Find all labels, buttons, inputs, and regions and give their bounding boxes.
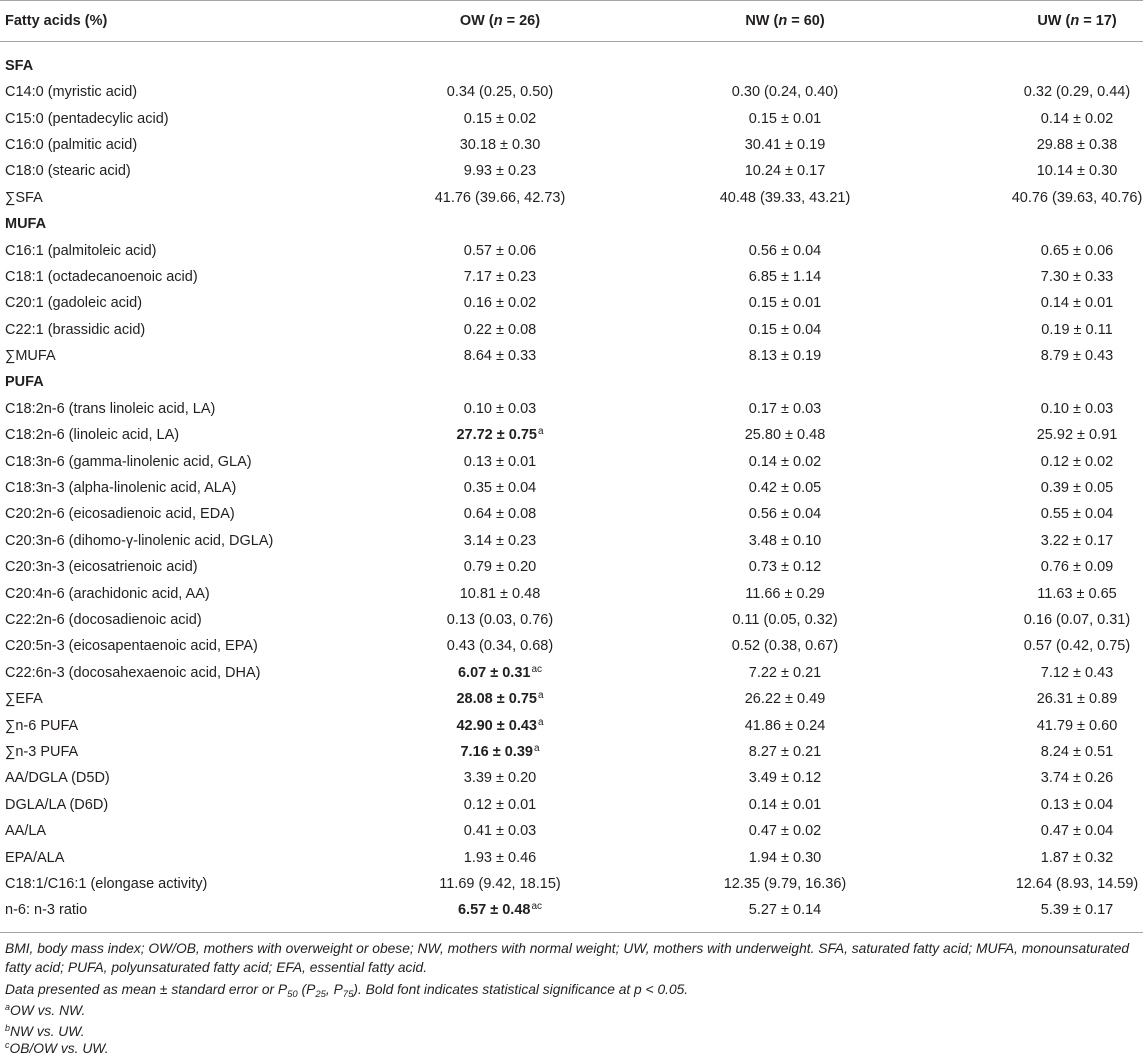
value-cell: [643, 533, 927, 549]
text-run: Data presented as mean ± standard error or P: [5, 981, 288, 997]
row-label: C20:3n-6 (dihomo-γ-linolenic acid, DGLA): [5, 532, 274, 549]
value-cell: [357, 638, 643, 654]
value-text: 0.22 ± 0.08: [463, 321, 537, 338]
significance-superscript: a: [537, 716, 544, 728]
value-text: 3.74 ± 0.26: [1040, 770, 1114, 787]
value-text: 3.22 ± 0.17: [1040, 532, 1114, 549]
value-text: 0.13 ± 0.04: [1040, 796, 1114, 813]
value-cell: [927, 454, 1143, 470]
value-text: 1.93 ± 0.46: [463, 849, 537, 866]
value-cell: [357, 348, 643, 364]
table-footnotes: [0, 939, 1143, 1057]
value-cell: [643, 876, 927, 892]
value-cell: [357, 823, 643, 839]
table-row: [0, 422, 1143, 448]
value-text: 42.90 ± 0.43: [456, 717, 537, 734]
value-cell: [357, 744, 643, 760]
table-header-row: [0, 0, 1143, 42]
subscript: 50: [287, 988, 298, 1000]
value-cell: [643, 190, 927, 206]
significance-superscript: a: [537, 690, 544, 702]
value-text: 0.14 ± 0.02: [748, 453, 822, 470]
italic-text: n: [778, 13, 788, 29]
value-text: 41.76 (39.66, 42.73): [434, 189, 566, 206]
value-text: 1.94 ± 0.30: [748, 849, 822, 866]
value-text: 0.15 ± 0.04: [748, 321, 822, 338]
column-header-group: [357, 13, 643, 29]
value-cell: [927, 480, 1143, 496]
table-row: [0, 871, 1143, 897]
text-run: OB/OW vs. UW.: [9, 1040, 109, 1056]
value-text: 0.10 ± 0.03: [1040, 400, 1114, 417]
value-cell: [643, 243, 927, 259]
value-cell: [927, 533, 1143, 549]
value-cell: [927, 586, 1143, 602]
value-cell: [357, 718, 643, 734]
value-text: 10.81 ± 0.48: [459, 585, 541, 602]
value-text: 0.76 ± 0.09: [1040, 559, 1114, 576]
table-row: [0, 317, 1143, 343]
value-text: 12.35 (9.79, 16.36): [723, 875, 847, 892]
text-run: = 60): [787, 13, 825, 29]
value-cell: [357, 665, 643, 681]
value-text: 0.56 ± 0.04: [748, 506, 822, 523]
value-cell: [643, 84, 927, 100]
row-label: n-6: n-3 ratio: [5, 902, 88, 919]
value-cell: [643, 902, 927, 918]
subscript: 75: [342, 988, 354, 1000]
value-text: 7.12 ± 0.43: [1040, 664, 1114, 681]
value-cell: [927, 506, 1143, 522]
value-cell: [927, 876, 1143, 892]
value-cell: [357, 559, 643, 575]
value-cell: [357, 480, 643, 496]
value-cell: [643, 718, 927, 734]
value-cell: [357, 137, 643, 153]
value-cell: [643, 797, 927, 813]
value-text: 41.86 ± 0.24: [744, 717, 826, 734]
text-run: OW vs. NW.: [10, 1002, 86, 1018]
table-row: [0, 264, 1143, 290]
value-text: 25.92 ± 0.91: [1036, 427, 1118, 444]
row-label: DGLA/LA (D6D): [5, 796, 109, 813]
value-cell: [927, 243, 1143, 259]
value-cell: [357, 902, 643, 918]
value-text: 11.66 ± 0.29: [745, 585, 825, 602]
value-text: 8.64 ± 0.33: [463, 348, 537, 365]
table-row: [0, 686, 1143, 712]
value-text: 3.48 ± 0.10: [748, 532, 822, 549]
value-cell: [357, 691, 643, 707]
row-label: C18:1/C16:1 (elongase activity): [5, 875, 208, 892]
value-cell: [357, 269, 643, 285]
value-text: 11.69 (9.42, 18.15): [439, 875, 561, 892]
value-text: 0.19 ± 0.11: [1041, 321, 1113, 338]
value-cell: [927, 322, 1143, 338]
row-label: C18:0 (stearic acid): [5, 163, 131, 180]
value-cell: [643, 427, 927, 443]
table-row: [0, 132, 1143, 158]
value-cell: [357, 850, 643, 866]
text-run: , P: [325, 981, 343, 997]
section-row: [0, 53, 1143, 79]
text-run: NW vs. UW.: [10, 1023, 85, 1039]
value-text: 7.16 ± 0.39: [460, 743, 533, 760]
value-text: 6.07 ± 0.31: [457, 664, 531, 681]
value-text: 3.39 ± 0.20: [463, 770, 537, 787]
value-cell: [927, 295, 1143, 311]
superscript: a: [5, 1001, 11, 1012]
text-run: BMI, body mass index; OW/OB, mothers with overweight or obese; NW, mothers with normal weight; UW, mothers with underweight. SFA, saturated fatty acid; MUFA, monounsaturated fatty acid; PUFA, polyunsaturated fatty acid; EFA, essential fatty acid.: [5, 940, 1130, 975]
text-run: NW (: [745, 13, 779, 29]
row-label: C18:3n-3 (alpha-linolenic acid, ALA): [5, 480, 237, 497]
value-cell: [927, 401, 1143, 417]
value-text: 0.14 ± 0.02: [1040, 110, 1114, 127]
value-text: 0.32 (0.29, 0.44): [1023, 84, 1131, 101]
value-cell: [643, 269, 927, 285]
value-cell: [643, 454, 927, 470]
table-row: [0, 580, 1143, 606]
value-cell: [927, 850, 1143, 866]
value-cell: [643, 586, 927, 602]
value-cell: [643, 137, 927, 153]
value-text: 29.88 ± 0.38: [1036, 136, 1118, 153]
value-cell: [927, 902, 1143, 918]
column-header-group: [643, 13, 927, 29]
value-text: 0.79 ± 0.20: [463, 559, 537, 576]
row-label: C20:1 (gadoleic acid): [5, 295, 143, 312]
value-text: 0.73 ± 0.12: [748, 559, 822, 576]
value-cell: [357, 163, 643, 179]
value-text: 5.27 ± 0.14: [748, 902, 822, 919]
text-run: = 17): [1079, 13, 1117, 29]
row-label: ∑MUFA: [5, 348, 56, 365]
value-cell: [927, 111, 1143, 127]
row-label: ∑SFA: [5, 189, 43, 206]
value-cell: [643, 850, 927, 866]
value-cell: [357, 586, 643, 602]
superscript: b: [5, 1022, 11, 1033]
table-row: [0, 475, 1143, 501]
row-label: C16:0 (palmitic acid): [5, 136, 138, 153]
value-cell: [357, 401, 643, 417]
value-text: 0.16 ± 0.02: [463, 295, 537, 312]
value-text: 7.30 ± 0.33: [1040, 268, 1114, 285]
value-text: 0.57 ± 0.06: [463, 242, 537, 259]
footnote: [5, 939, 1138, 977]
table-row: [0, 448, 1143, 474]
value-text: 0.13 (0.03, 0.76): [446, 611, 554, 628]
row-label: AA/DGLA (D5D): [5, 770, 110, 787]
table-row: [0, 765, 1143, 791]
value-text: 0.16 (0.07, 0.31): [1023, 611, 1131, 628]
value-cell: [643, 612, 927, 628]
value-text: 0.13 ± 0.01: [463, 453, 537, 470]
row-label: C18:3n-6 (gamma-linolenic acid, GLA): [5, 453, 252, 470]
value-cell: [643, 111, 927, 127]
footnote: [5, 1041, 1138, 1057]
value-text: 0.47 ± 0.04: [1040, 823, 1114, 840]
value-cell: [927, 137, 1143, 153]
row-label: ∑n-3 PUFA: [5, 743, 79, 760]
table-row: [0, 897, 1143, 923]
value-cell: [643, 665, 927, 681]
value-text: 5.39 ± 0.17: [1040, 902, 1114, 919]
row-label: C20:5n-3 (eicosapentaenoic acid, EPA): [5, 638, 258, 655]
value-text: 7.17 ± 0.23: [463, 268, 537, 285]
row-label: C22:6n-3 (docosahexaenoic acid, DHA): [5, 664, 261, 681]
table-row: [0, 237, 1143, 263]
value-cell: [643, 506, 927, 522]
value-text: 40.76 (39.63, 40.76): [1011, 189, 1143, 206]
value-text: 0.47 ± 0.02: [748, 823, 822, 840]
value-text: 0.12 ± 0.01: [463, 796, 537, 813]
value-text: 1.87 ± 0.32: [1040, 849, 1114, 866]
value-cell: [357, 506, 643, 522]
significance-superscript: ac: [531, 901, 543, 913]
value-text: 8.13 ± 0.19: [748, 348, 822, 365]
text-run: ). Bold font indicates statistical significance at p < 0.05.: [353, 981, 689, 997]
value-text: 25.80 ± 0.48: [744, 427, 826, 444]
table-body: [0, 42, 1143, 933]
value-text: 41.79 ± 0.60: [1036, 717, 1118, 734]
section-row: [0, 211, 1143, 237]
table-row: [0, 739, 1143, 765]
value-text: 3.14 ± 0.23: [463, 532, 537, 549]
section-label: SFA: [5, 57, 34, 74]
significance-superscript: a: [537, 426, 544, 438]
value-text: 3.49 ± 0.12: [748, 770, 822, 787]
value-cell: [643, 559, 927, 575]
value-cell: [927, 559, 1143, 575]
value-text: 26.22 ± 0.49: [744, 691, 826, 708]
value-cell: [643, 770, 927, 786]
table-row: [0, 343, 1143, 369]
value-text: 0.65 ± 0.06: [1040, 242, 1114, 259]
value-cell: [643, 163, 927, 179]
value-cell: [927, 269, 1143, 285]
table-row: [0, 528, 1143, 554]
value-text: 0.35 ± 0.04: [463, 480, 537, 497]
row-label: C22:2n-6 (docosadienoic acid): [5, 611, 202, 628]
value-text: 0.43 (0.34, 0.68): [446, 638, 554, 655]
value-cell: [643, 295, 927, 311]
table-row: [0, 844, 1143, 870]
value-cell: [927, 665, 1143, 681]
table-row: [0, 792, 1143, 818]
row-label: C15:0 (pentadecylic acid): [5, 110, 169, 127]
value-text: 9.93 ± 0.23: [463, 163, 537, 180]
value-cell: [357, 295, 643, 311]
value-cell: [357, 612, 643, 628]
row-label: C18:2n-6 (trans linoleic acid, LA): [5, 400, 216, 417]
value-cell: [927, 84, 1143, 100]
value-text: 0.39 ± 0.05: [1040, 480, 1114, 497]
value-cell: [927, 163, 1143, 179]
value-cell: [927, 348, 1143, 364]
value-cell: [927, 718, 1143, 734]
value-cell: [643, 322, 927, 338]
value-cell: [357, 876, 643, 892]
value-text: 0.57 (0.42, 0.75): [1023, 638, 1131, 655]
value-cell: [927, 638, 1143, 654]
value-cell: [927, 190, 1143, 206]
table-row: [0, 501, 1143, 527]
value-text: 0.34 (0.25, 0.50): [446, 84, 554, 101]
row-label: ∑n-6 PUFA: [5, 717, 79, 734]
row-label: ∑EFA: [5, 691, 43, 708]
row-label: C14:0 (myristic acid): [5, 84, 138, 101]
column-header-group: [927, 13, 1143, 29]
value-cell: [357, 533, 643, 549]
text-run: (P: [297, 981, 316, 997]
value-cell: [927, 691, 1143, 707]
value-cell: [643, 691, 927, 707]
table-row: [0, 396, 1143, 422]
value-cell: [927, 770, 1143, 786]
value-text: 0.15 ± 0.01: [748, 295, 822, 312]
table-row: [0, 185, 1143, 211]
value-cell: [927, 823, 1143, 839]
section-row: [0, 369, 1143, 395]
value-cell: [643, 348, 927, 364]
value-text: 26.31 ± 0.89: [1036, 691, 1118, 708]
row-label: C22:1 (brassidic acid): [5, 321, 146, 338]
value-cell: [643, 744, 927, 760]
value-cell: [927, 427, 1143, 443]
value-text: 40.48 (39.33, 43.21): [719, 189, 851, 206]
row-label: AA/LA: [5, 823, 47, 840]
value-cell: [643, 638, 927, 654]
italic-text: n: [493, 13, 503, 29]
value-text: 10.14 ± 0.30: [1036, 163, 1118, 180]
significance-superscript: a: [533, 742, 540, 754]
text-run: UW (: [1037, 13, 1071, 29]
table-row: [0, 79, 1143, 105]
value-text: 28.08 ± 0.75: [456, 691, 537, 708]
value-cell: [643, 823, 927, 839]
row-label: C18:1 (octadecanoenoic acid): [5, 268, 198, 285]
value-cell: [927, 797, 1143, 813]
value-text: 0.41 ± 0.03: [463, 823, 537, 840]
value-text: 8.79 ± 0.43: [1040, 348, 1114, 365]
table-row: [0, 607, 1143, 633]
row-label: C16:1 (palmitoleic acid): [5, 242, 157, 259]
table-row: [0, 660, 1143, 686]
value-text: 6.57 ± 0.48: [457, 902, 531, 919]
value-text: 0.14 ± 0.01: [1040, 295, 1114, 312]
value-text: 0.10 ± 0.03: [463, 400, 537, 417]
row-label: C20:3n-3 (eicosatrienoic acid): [5, 559, 198, 576]
value-text: 7.22 ± 0.21: [748, 664, 822, 681]
subscript: 25: [315, 988, 326, 1000]
value-cell: [357, 322, 643, 338]
value-cell: [927, 612, 1143, 628]
value-cell: [357, 84, 643, 100]
value-text: 0.17 ± 0.03: [748, 400, 822, 417]
value-cell: [643, 480, 927, 496]
footnote: [5, 980, 1138, 999]
significance-superscript: ac: [531, 663, 543, 675]
value-text: 30.18 ± 0.30: [459, 136, 541, 153]
row-label: C20:4n-6 (arachidonic acid, AA): [5, 585, 210, 602]
value-text: 11.63 ± 0.65: [1037, 585, 1117, 602]
value-cell: [357, 427, 643, 443]
row-label: EPA/ALA: [5, 849, 65, 866]
value-text: 0.15 ± 0.02: [463, 110, 537, 127]
italic-text: n: [1070, 13, 1080, 29]
value-text: 8.24 ± 0.51: [1040, 743, 1114, 760]
value-text: 0.15 ± 0.01: [748, 110, 822, 127]
table-row: [0, 818, 1143, 844]
value-text: 30.41 ± 0.19: [744, 136, 826, 153]
value-cell: [357, 111, 643, 127]
value-text: 0.55 ± 0.04: [1040, 506, 1114, 523]
value-text: 0.42 ± 0.05: [748, 480, 822, 497]
footnote: [5, 1001, 1138, 1020]
value-cell: [927, 744, 1143, 760]
value-text: 6.85 ± 1.14: [748, 268, 822, 285]
value-text: 0.12 ± 0.02: [1040, 453, 1114, 470]
section-label: PUFA: [5, 374, 44, 391]
value-text: 0.30 (0.24, 0.40): [731, 84, 839, 101]
value-text: 0.52 (0.38, 0.67): [731, 638, 839, 655]
superscript: c: [5, 1039, 10, 1050]
value-text: 0.64 ± 0.08: [463, 506, 537, 523]
table-row: [0, 290, 1143, 316]
value-text: 0.11 (0.05, 0.32): [732, 611, 838, 628]
table-row: [0, 554, 1143, 580]
text-run: = 26): [502, 13, 541, 29]
text-run: OW (: [459, 13, 494, 29]
column-header-label: Fatty acids (%): [5, 13, 108, 29]
footnote: [5, 1022, 1138, 1041]
section-label: MUFA: [5, 216, 47, 233]
table-row: [0, 633, 1143, 659]
value-text: 0.56 ± 0.04: [748, 242, 822, 259]
value-cell: [643, 401, 927, 417]
table-row: [0, 105, 1143, 131]
value-text: 0.14 ± 0.01: [748, 796, 822, 813]
value-text: 12.64 (8.93, 14.59): [1015, 875, 1139, 892]
value-text: 27.72 ± 0.75: [456, 427, 537, 444]
value-cell: [357, 454, 643, 470]
table-row: [0, 712, 1143, 738]
value-cell: [357, 243, 643, 259]
value-cell: [357, 190, 643, 206]
value-cell: [357, 797, 643, 813]
row-label: C18:2n-6 (linoleic acid, LA): [5, 427, 180, 444]
row-label: C20:2n-6 (eicosadienoic acid, EDA): [5, 506, 235, 523]
value-cell: [357, 770, 643, 786]
value-text: 10.24 ± 0.17: [744, 163, 826, 180]
value-text: 8.27 ± 0.21: [748, 743, 822, 760]
table-row: [0, 158, 1143, 184]
